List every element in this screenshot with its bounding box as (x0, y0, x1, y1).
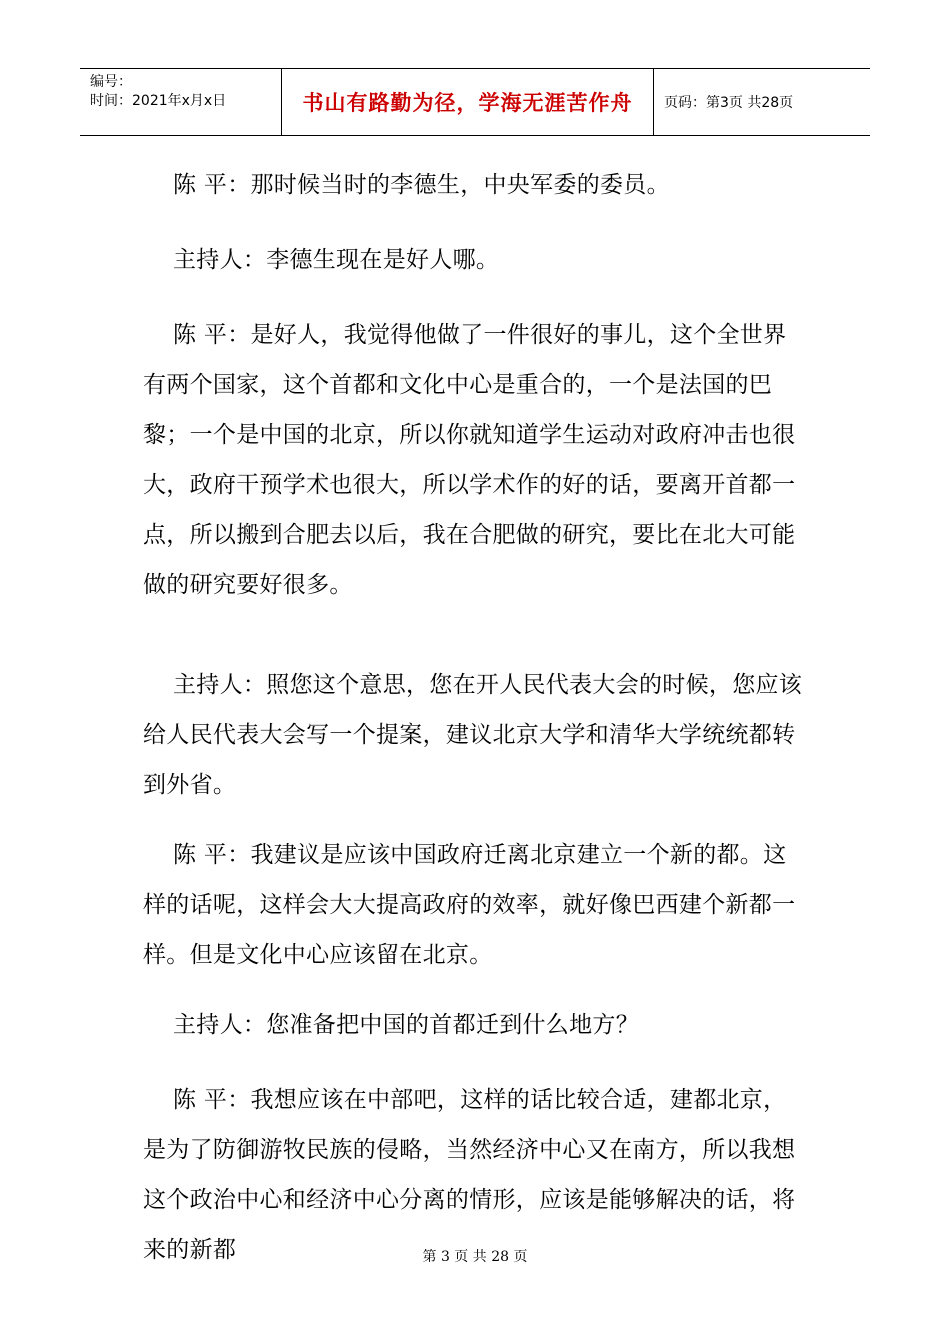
header-motto: 书山有路勤为径，学海无涯苦作舟 (282, 69, 654, 135)
page-footer: 第 3 页 共 28 页 (422, 1249, 528, 1265)
document-time-label: 时间：2021年x月x日 (90, 93, 227, 109)
paragraph: 陈 平：我建议是应该中国政府迁离北京建立一个新的都。这样的话呢，这样会大大提高政府的效率，就好像巴西建个新都一样。但是文化中心应该留在北京。 (143, 842, 796, 968)
header-page-label: 页码：第3页 共28页 (664, 95, 794, 111)
paragraph: 陈 平：我想应该在中部吧，这样的话比较合适，建都北京，是为了防御游牧民族的侵略，当然经济中心又在南方，所以我想这个政治中心和经济中心分离的情形，应该是能够解决的话，将来的新都 (143, 1087, 796, 1263)
header-info-cell (80, 69, 282, 135)
paragraph: 陈 平：是好人，我觉得他做了一件很好的事儿，这个全世界有两个国家，这个首都和文化中心是重合的，一个是法国的巴黎；一个是中国的北京，所以你就知道学生运动对政府冲击也很大，政府干预学术也很大，所以学术作的好的话，要离开首都一点，所以搬到合肥去以后，我在合肥做的研究，要比在北大可能做的研究要好很多。 (143, 322, 796, 598)
document-body (143, 160, 808, 1275)
paragraph: 主持人：李德生现在是好人哪。 (173, 247, 500, 273)
paragraph: 陈 平：那时候当时的李德生，中央军委的委员。 (173, 172, 670, 198)
document-number-label: 编号： (90, 74, 132, 90)
paragraph: 主持人：您准备把中国的首都迁到什么地方？ (173, 1012, 639, 1038)
page-header (80, 68, 870, 136)
paragraph: 主持人：照您这个意思，您在开人民代表大会的时候，您应该给人民代表大会写一个提案，建议北京大学和清华大学统统都转到外省。 (143, 672, 803, 798)
